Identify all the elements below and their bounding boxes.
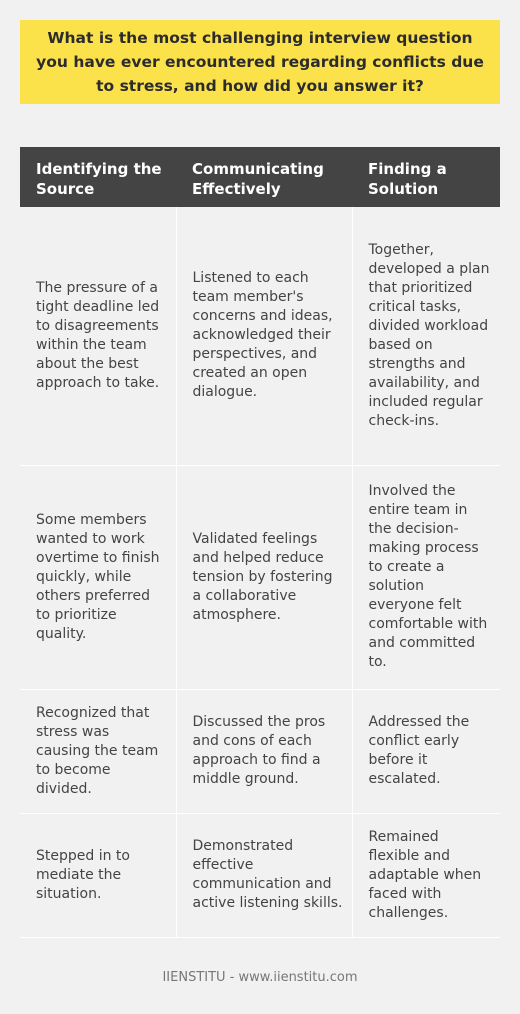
table-cell: Addressed the conflict early before it escalated. (352, 689, 500, 813)
column-header: Finding a Solution (352, 147, 500, 207)
table-row (20, 465, 500, 689)
table-row (20, 813, 500, 937)
table-row (20, 689, 500, 813)
table-cell: Demonstrated effective communication and active listening skills. (176, 813, 352, 937)
table-cell: Remained flexible and adaptable when faced with challenges. (352, 813, 500, 937)
table-cell: Together, developed a plan that prioritized critical tasks, divided workload based on strengths and availability, and included regular check-ins. (352, 207, 500, 465)
table-header-row (20, 147, 500, 207)
table-row (20, 207, 500, 465)
table-cell: Involved the entire team in the decision-making process to create a solution everyone felt comfortable with and committed to. (352, 465, 500, 689)
comparison-table (20, 147, 500, 938)
title-banner (20, 20, 500, 104)
column-header: Communicating Effectively (176, 147, 352, 207)
table-cell: Discussed the pros and cons of each approach to find a middle ground. (176, 689, 352, 813)
table-cell: Listened to each team member's concerns and ideas, acknowledged their perspectives, and created an open dialogue. (176, 207, 352, 465)
table-cell: The pressure of a tight deadline led to disagreements within the team about the best approach to take. (20, 207, 176, 465)
table-cell: Validated feelings and helped reduce tension by fostering a collaborative atmosphere. (176, 465, 352, 689)
table-cell: Recognized that stress was causing the team to become divided. (20, 689, 176, 813)
table-cell: Stepped in to mediate the situation. (20, 813, 176, 937)
footer-credit: IIENSTITU - www.iienstitu.com (162, 970, 358, 985)
column-header: Identifying the Source (20, 147, 176, 207)
table-cell: Some members wanted to work overtime to finish quickly, while others preferred to prioritize quality. (20, 465, 176, 689)
page-title: What is the most challenging interview question you have ever encountered regarding conflicts due to stress, and how did you answer it? (36, 29, 484, 95)
